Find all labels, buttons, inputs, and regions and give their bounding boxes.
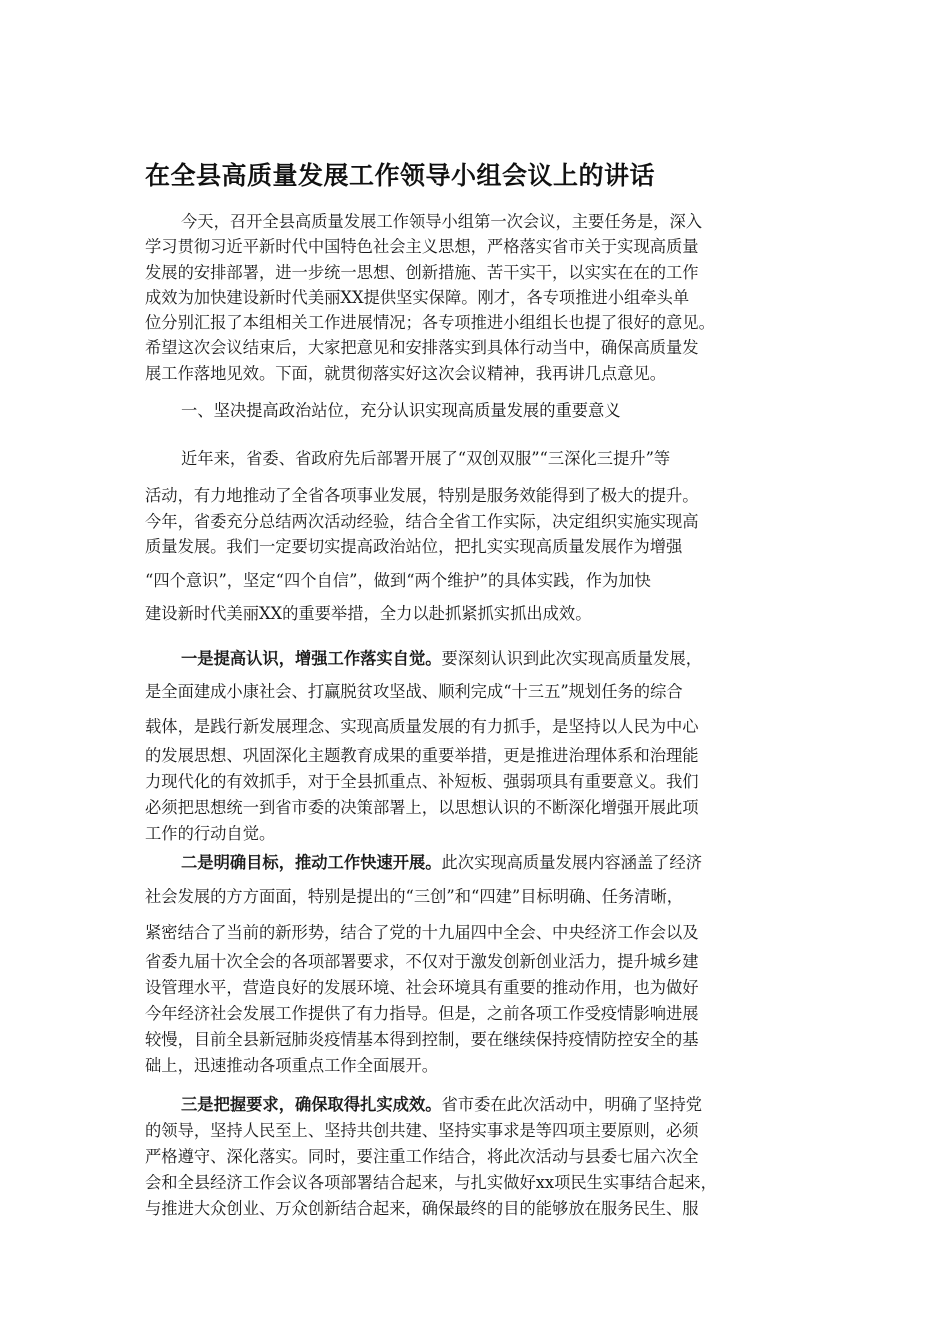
document-title: 在全县高质量发展工作领导小组会议上的讲话 xyxy=(145,161,656,190)
lead-phrase: 三是把握要求，确保取得扎实成效。 xyxy=(181,1095,442,1114)
section-heading-1: 一、坚决提高政治站位，充分认识实现高质量发展的重要意义 xyxy=(181,401,621,420)
paragraph-intro xyxy=(145,209,817,386)
text-line: 今年经济社会发展工作提供了有力指导。但是，之前各项工作受疫情影响进展 xyxy=(145,1004,699,1023)
text-line: 力现代化的有效抓手，对于全县抓重点、补短板、强弱项具有重要意义。我们 xyxy=(145,772,699,791)
paragraph-background xyxy=(145,444,817,630)
text-line: 是全面建成小康社会、打赢脱贫攻坚战、顺利完成“十三五”规划任务的综合 xyxy=(145,682,683,701)
text-line: 必须把思想统一到省市委的决策部署上，以思想认识的不断深化增强开展此项 xyxy=(145,798,699,817)
text-line: 学习贯彻习近平新时代中国特色社会主义思想，严格落实省市关于实现高质量 xyxy=(145,237,699,257)
text-line: 的发展思想、巩固深化主题教育成果的重要举措，更是推进治理体系和治理能 xyxy=(145,746,699,765)
text-line: 活动，有力地推动了全省各项事业发展，特别是服务效能得到了极大的提升。 xyxy=(145,486,699,505)
text-line xyxy=(145,645,817,673)
text-line: 较慢，目前全县新冠肺炎疫情基本得到控制，要在继续保持疫情防控安全的基 xyxy=(145,1030,699,1049)
text-line xyxy=(145,1092,817,1118)
text-line: 发展的安排部署，进一步统一思想、创新措施、苦干实干，以实实在在的工作 xyxy=(145,262,699,282)
text-line: 建设新时代美丽XX的重要举措，全力以赴抓紧抓实抓出成效。 xyxy=(145,604,592,623)
text-line: “四个意识”，坚定“四个自信”，做到“两个维护”的具体实践，作为加快 xyxy=(145,571,651,590)
text-line: 社会发展的方方面面，特别是提出的“三创”和“四建”目标明确、任务清晰， xyxy=(145,887,684,906)
text-line: 省委九届十次全会的各项部署要求，不仅对于激发创新创业活力，提升城乡建 xyxy=(145,952,699,971)
text-line xyxy=(145,849,817,877)
lead-rest: 省市委在此次活动中，明确了坚持党 xyxy=(441,1095,703,1114)
paragraph-point-2 xyxy=(145,849,817,1079)
lead-phrase: 二是明确目标，推动工作快速开展。 xyxy=(181,853,442,872)
lead-rest: 要深刻认识到此次实现高质量发展， xyxy=(441,649,703,668)
text-line: 设管理水平，营造良好的发展环境、社会环境具有重要的推动作用，也为做好 xyxy=(145,978,699,997)
text-line: 础上，迅速推动各项重点工作全面展开。 xyxy=(145,1056,439,1075)
text-line: 的领导，坚持人民至上、坚持共创共建、坚持实事求是等四项主要原则，必须 xyxy=(145,1121,699,1140)
lead-phrase: 一是提高认识，增强工作落实自觉。 xyxy=(181,649,442,668)
text-line: 工作的行动自觉。 xyxy=(145,824,276,843)
text-line: 位分别汇报了本组相关工作进展情况；各专项推进小组组长也提了很好的意见。 xyxy=(145,313,715,333)
lead-rest: 此次实现高质量发展内容涵盖了经济 xyxy=(441,853,703,872)
paragraph-point-3 xyxy=(145,1092,817,1222)
text-line: 会和全县经济工作会议各项部署结合起来，与扎实做好xx项民生实事结合起来， xyxy=(145,1173,717,1192)
text-line: 希望这次会议结束后，大家把意见和安排落实到具体行动当中，确保高质量发 xyxy=(145,338,699,358)
text-line: 今年，省委充分总结两次活动经验，结合全省工作实际，决定组织实施实现高 xyxy=(145,512,699,531)
text-line: 今天，召开全县高质量发展工作领导小组第一次会议，主要任务是，深入 xyxy=(181,212,703,231)
text-line: 近年来，省委、省政府先后部署开展了“双创双服”“三深化三提升”等 xyxy=(181,449,671,468)
text-line: 展工作落地见效。下面，就贯彻落实好这次会议精神，我再讲几点意见。 xyxy=(145,363,667,383)
text-line: 质量发展。我们一定要切实提高政治站位，把扎实实现高质量发展作为增强 xyxy=(145,537,683,556)
text-line: 成效为加快建设新时代美丽XX提供坚实保障。刚才，各专项推进小组牵头单 xyxy=(145,287,690,307)
text-line: 严格遵守、深化落实。同时，要注重工作结合，将此次活动与县委七届六次全 xyxy=(145,1147,699,1166)
text-line: 紧密结合了当前的新形势，结合了党的十九届四中全会、中央经济工作会以及 xyxy=(145,923,699,942)
text-line: 载体，是践行新发展理念、实现高质量发展的有力抓手，是坚持以人民为中心 xyxy=(145,717,699,736)
text-line: 与推进大众创业、万众创新结合起来，确保最终的目的能够放在服务民生、服 xyxy=(145,1199,699,1218)
paragraph-point-1 xyxy=(145,645,817,847)
